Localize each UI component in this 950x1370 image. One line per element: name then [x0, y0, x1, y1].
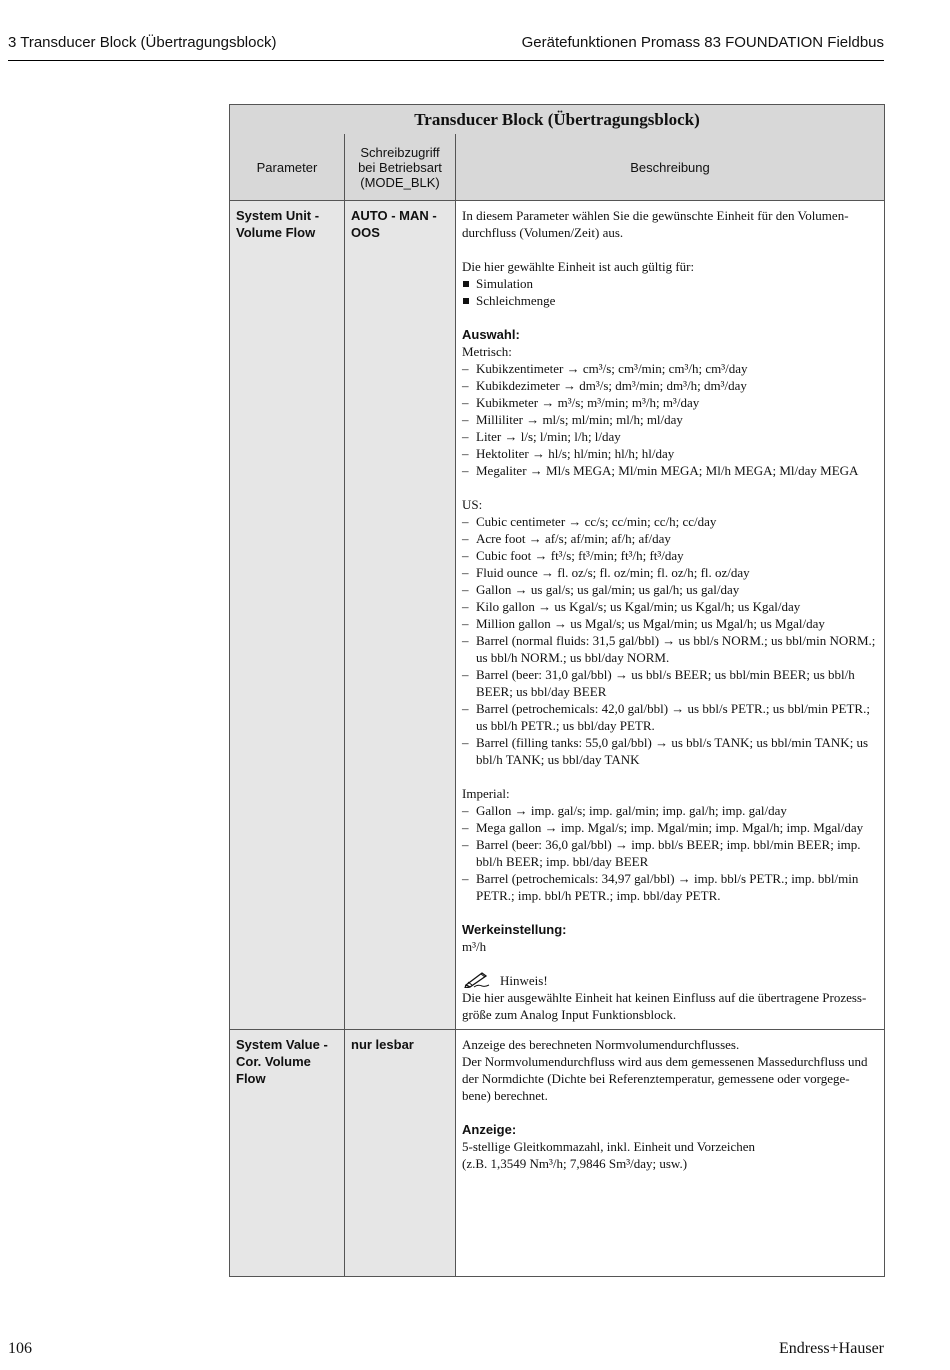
- parameter-name: Cor. Volume: [236, 1054, 311, 1069]
- description-cell: [456, 1030, 885, 1277]
- list-item: – Kubikdezimeter → dm³/s; dm³/min; dm³/h; dm³/day: [462, 377, 878, 394]
- parameter-name: System Unit -: [236, 208, 320, 223]
- group-label: US:: [462, 497, 483, 512]
- pencil-hand-icon: [464, 970, 490, 988]
- description-text: Der Normvolumendurchfluss wird aus dem gemessenen Massedurchfluss und: [462, 1054, 868, 1069]
- column-header-parameter: Parameter: [230, 134, 345, 201]
- column-header-description: Beschreibung: [456, 134, 885, 201]
- list-item: – Megaliter → Ml/s MEGA; Ml/min MEGA; Ml/h MEGA; Ml/day MEGA: [462, 462, 878, 479]
- description-text: Anzeige des berechneten Normvolumendurchflusses.: [462, 1037, 740, 1052]
- list-item: – Mega gallon → imp. Mgal/s; imp. Mgal/min; imp. Mgal/h; imp. Mgal/day: [462, 819, 878, 836]
- write-access-cell: [345, 201, 456, 1030]
- list-item: Simulation: [462, 275, 878, 292]
- page-number: 106: [8, 1340, 32, 1357]
- list-item: – Barrel (normal fluids: 31,5 gal/bbl) → us bbl/s NORM.; us bbl/min NORM.; us bbl/h NORM.; us bbl/day NORM.: [462, 632, 878, 666]
- parameter-cell: [230, 201, 345, 1030]
- list-item: – Kilo gallon → us Kgal/s; us Kgal/min; us Kgal/h; us Kgal/day: [462, 598, 878, 615]
- table-title: Transducer Block (Übertragungsblock): [230, 105, 885, 135]
- brand-name: Endress+Hauser: [779, 1340, 884, 1357]
- description-text: 5-stellige Gleitkommazahl, inkl. Einheit und Vorzeichen: [462, 1139, 756, 1154]
- write-access-value: AUTO - MAN -: [351, 208, 437, 223]
- section-label: Werkeinstellung:: [462, 922, 567, 937]
- running-header: [8, 32, 884, 61]
- write-header-line: (MODE_BLK): [360, 174, 440, 190]
- hint-label: Hinweis!: [500, 973, 548, 988]
- description-text: Die hier gewählte Einheit ist auch gültig für:: [462, 259, 695, 274]
- list-item: – Gallon → us gal/s; us gal/min; us gal/h; us gal/day: [462, 581, 878, 598]
- list-item: – Kubikzentimeter → cm³/s; cm³/min; cm³/h; cm³/day: [462, 360, 878, 377]
- list-item: – Cubic foot → ft³/s; ft³/min; ft³/h; ft³/day: [462, 547, 878, 564]
- document-title: Gerätefunktionen Promass 83 FOUNDATION Fieldbus: [521, 34, 884, 51]
- table-row: [230, 1030, 885, 1277]
- factory-setting-value: m³/h: [462, 939, 487, 954]
- parameter-name: Volume Flow: [236, 225, 316, 240]
- list-item: – Million gallon → us Mgal/s; us Mgal/min; us Mgal/h; us Mgal/day: [462, 615, 878, 632]
- list-item: – Kubikmeter → m³/s; m³/min; m³/h; m³/day: [462, 394, 878, 411]
- transducer-block-table: [229, 104, 885, 1277]
- description-cell: [456, 201, 885, 1030]
- hint-text: Die hier ausgewählte Einheit hat keinen Einfluss auf die übertragene Prozess-: [462, 990, 867, 1005]
- list-item: – Liter → l/s; l/min; l/h; l/day: [462, 428, 878, 445]
- hint-text: größe zum Analog Input Funktionsblock.: [462, 1007, 677, 1022]
- chapter-title: 3 Transducer Block (Übertragungsblock): [8, 34, 277, 51]
- write-access-value: OOS: [351, 225, 380, 240]
- table-row: [230, 201, 885, 1030]
- parameter-name: System Value -: [236, 1037, 328, 1052]
- column-header-write-access: [345, 134, 456, 201]
- list-item: – Hektoliter → hl/s; hl/min; hl/h; hl/day: [462, 445, 878, 462]
- list-item: – Barrel (petrochemicals: 42,0 gal/bbl) → us bbl/s PETR.; us bbl/min PETR.; us bbl/h PETR.; us bbl/day PETR.: [462, 700, 878, 734]
- description-text: (z.B. 1,3549 Nm³/h; 7,9846 Sm³/day; usw.): [462, 1156, 688, 1171]
- list-item: – Barrel (petrochemicals: 34,97 gal/bbl) → imp. bbl/s PETR.; imp. bbl/min PETR.; imp. bbl/h PETR.; imp. bbl/day PETR.: [462, 870, 878, 904]
- option-list-imperial: [462, 802, 878, 904]
- parameter-name: Flow: [236, 1071, 266, 1086]
- group-label: Imperial:: [462, 786, 510, 801]
- description-text: bene) berechnet.: [462, 1088, 548, 1103]
- write-access-value: nur lesbar: [351, 1037, 414, 1052]
- option-list-us: [462, 513, 878, 768]
- write-header-line: bei Betriebsart: [358, 159, 442, 175]
- option-list-metric: [462, 360, 878, 479]
- hint-heading: [462, 972, 878, 989]
- list-item: – Barrel (beer: 36,0 gal/bbl) → imp. bbl/s BEER; imp. bbl/min BEER; imp. bbl/h BEER; imp. bbl/day BEER: [462, 836, 878, 870]
- list-item: – Gallon → imp. gal/s; imp. gal/min; imp. gal/h; imp. gal/day: [462, 802, 878, 819]
- description-text: durchfluss (Volumen/Zeit) aus.: [462, 225, 624, 240]
- bullet-list: [462, 275, 878, 309]
- description-text: der Normdichte (Dichte bei Referenztemperatur, gemessene oder vorgege-: [462, 1071, 850, 1086]
- write-header-line: Schreibzugriff: [360, 144, 440, 160]
- description-text: In diesem Parameter wählen Sie die gewünschte Einheit für den Volumen-: [462, 208, 849, 223]
- list-item: Schleichmenge: [462, 292, 878, 309]
- list-item: – Barrel (beer: 31,0 gal/bbl) → us bbl/s BEER; us bbl/min BEER; us bbl/h BEER; us bbl/day BEER: [462, 666, 878, 700]
- list-item: – Fluid ounce → fl. oz/s; fl. oz/min; fl. oz/h; fl. oz/day: [462, 564, 878, 581]
- section-label: Auswahl:: [462, 327, 520, 342]
- list-item: – Milliliter → ml/s; ml/min; ml/h; ml/day: [462, 411, 878, 428]
- section-label: Anzeige:: [462, 1122, 517, 1137]
- list-item: – Acre foot → af/s; af/min; af/h; af/day: [462, 530, 878, 547]
- list-item: – Barrel (filling tanks: 55,0 gal/bbl) → us bbl/s TANK; us bbl/min TANK; us bbl/h TANK; us bbl/day TANK: [462, 734, 878, 768]
- write-access-cell: [345, 1030, 456, 1277]
- group-label: Metrisch:: [462, 344, 512, 359]
- list-item: – Cubic centimeter → cc/s; cc/min; cc/h; cc/day: [462, 513, 878, 530]
- parameter-cell: [230, 1030, 345, 1277]
